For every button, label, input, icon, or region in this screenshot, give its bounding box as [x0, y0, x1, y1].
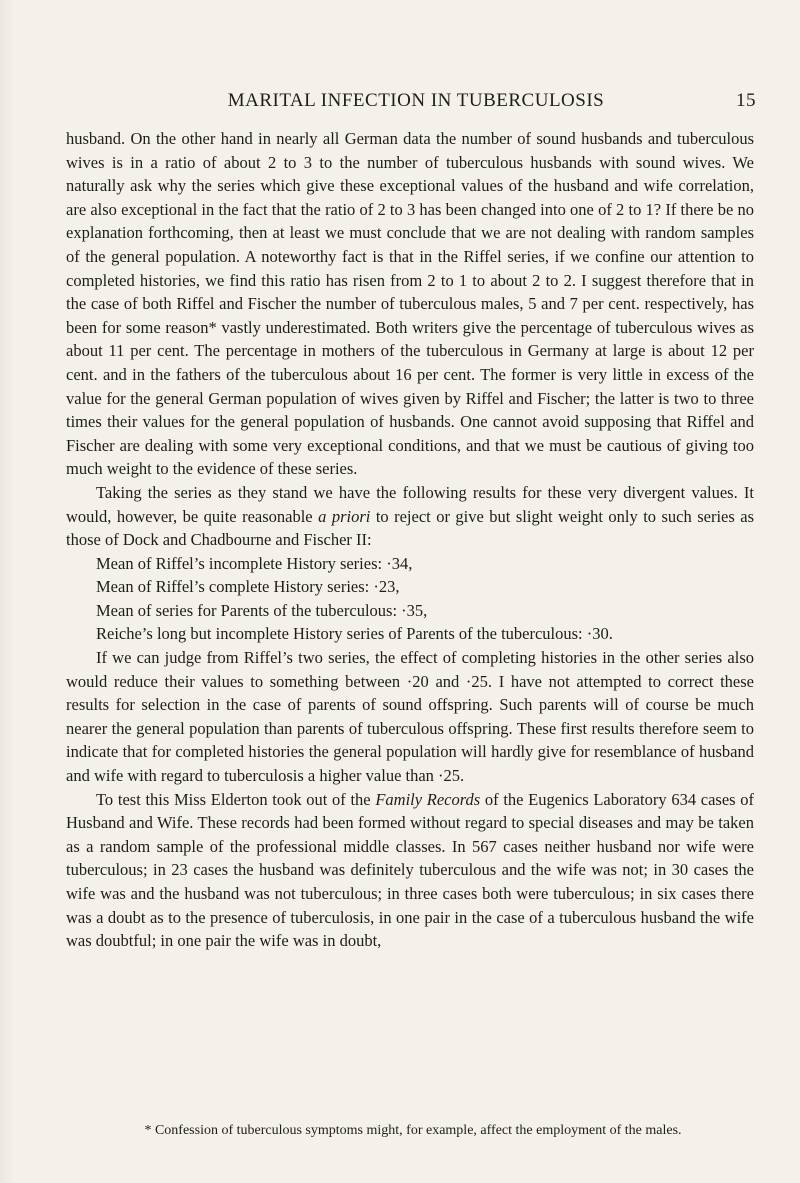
footnote: * Confession of tuberculous symptoms might, for example, affect the employment of the males. [144, 1123, 682, 1138]
results-list [66, 552, 754, 646]
paragraph-4-text-b: of the Eugenics Laboratory 634 cases of Husband and Wife. These records had been formed without regard to special diseases and may be taken as a random sample of the professional middle classes. In 567 cases neither husband nor wife were tuberculous; in 23 cases the husband was definitely tuberculous and the wife was not; in 30 cases the wife was and the husband was not tuberculous; in three cases both were tuberculous; in six cases there was a doubt as to the presence of tuberculosis, in one pair in the case of a tuberculous husband the wife was doubtful; in one pair the wife was in doubt, [66, 789, 754, 951]
paragraph-4-text-a: To test this Miss Elderton took out of the [96, 789, 376, 809]
paragraph-2-italic: a priori [318, 506, 371, 526]
page-number: 15 [736, 90, 756, 111]
paragraph-4-italic: Family Records [375, 789, 481, 809]
paragraph-2-text-a: Taking the series as they stand we have the following results for these very divergent values. It would, however, be quite reasonable [66, 482, 754, 526]
list-item: Mean of Riffel’s incomplete History series: ·34, [96, 553, 413, 573]
paragraph-3: If we can judge from Riffel’s two series, the effect of completing histories in the other series also would reduce their values to something between ·20 and ·25. I have not attempted to correct these results for selection in the case of parents of sound offspring. Such parents will of course be much nearer the general population than parents of tuberculous offspring. These first results therefore seem to indicate that for completed histories the general population will hardly give for resemblance of husband and wife with regard to tuberculosis a higher value than ·25. [66, 648, 754, 786]
page-edge-shadow [0, 0, 14, 1183]
list-item: Mean of series for Parents of the tuberculous: ·35, [96, 600, 428, 620]
paragraph-1: husband. On the other hand in nearly all German data the number of sound husbands and tuberculous wives is in a ratio of about 2 to 3 to the number of tuberculous husbands with sound wives. We naturally ask why the series which give these exceptional values of the husband and wife correlation, are also exceptional in the fact that the ratio of 2 to 3 has been changed into one of 2 to 1? If there be no explanation forthcoming, then at least we must conclude that we are not dealing with random samples of the general population. A noteworthy fact is that in the Riffel series, if we confine our attention to completed histories, we find this ratio has risen from 2 to 1 to about 2 to 2. I suggest therefore that in the case of both Riffel and Fischer the number of tuberculous males, 5 and 7 per cent. respectively, has been for some reason* vastly underestimated. Both writers give the percentage of tuberculous wives as about 11 per cent. The percentage in mothers of the tuberculous in Germany at large is about 12 per cent. and in the fathers of the tuberculous about 16 per cent. The former is very little in excess of the value for the general German population of wives given by Riffel and Fischer; the latter is two to three times their values for the general population of husbands. One cannot avoid supposing that Riffel and Fischer are dealing with some very exceptional conditions, and that we must be cautious of giving too much weight to the evidence of these series. [66, 129, 754, 479]
paragraph-2 [66, 481, 754, 552]
running-title: MARITAL INFECTION IN TUBERCULOSIS [227, 90, 605, 111]
list-item: Reiche’s long but incomplete History series of Parents of the tuberculous: ·30. [96, 624, 613, 644]
paragraph-2-text-b: to reject or give but slight weight only to such series as those of Dock and Chadbourne and Fischer II: [66, 506, 754, 550]
list-item: Mean of Riffel’s complete History series: ·23, [96, 577, 400, 597]
running-header [66, 88, 756, 114]
paragraph-4 [66, 788, 754, 953]
body-text [66, 127, 754, 953]
